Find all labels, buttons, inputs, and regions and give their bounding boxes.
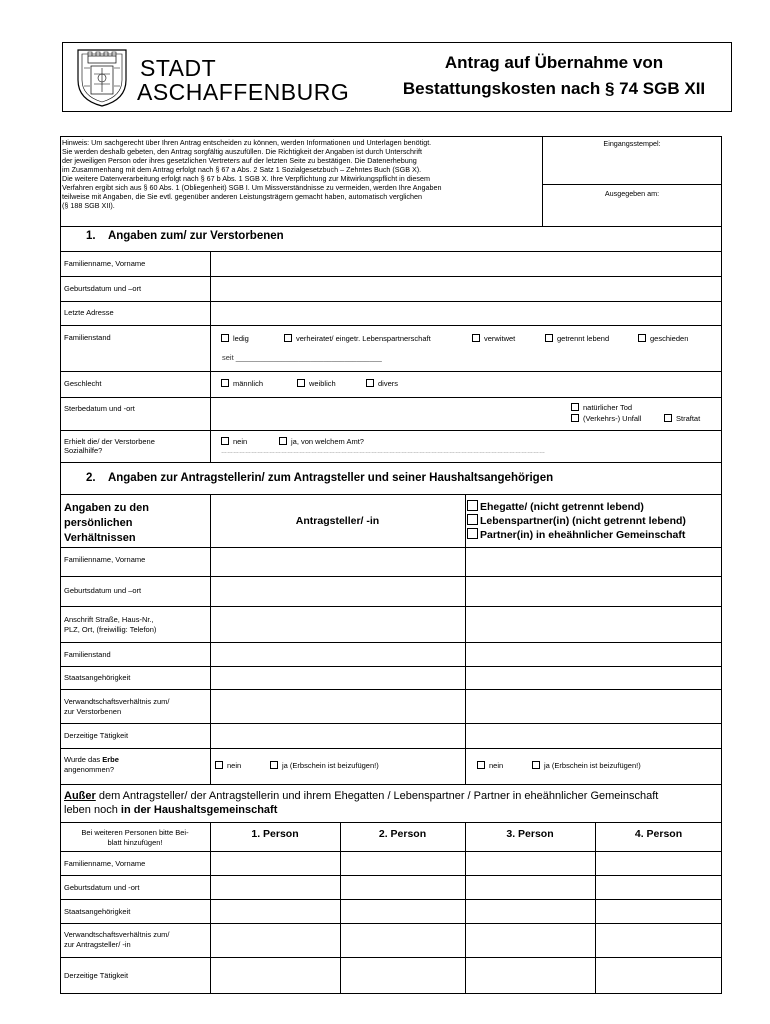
option-label: Straftat (676, 414, 701, 423)
deceased-name-field[interactable] (211, 252, 721, 275)
col-divider (595, 822, 596, 994)
life-partner-option[interactable] (467, 514, 686, 528)
checkbox[interactable] (477, 761, 485, 769)
member-nationality-label: Staatsangehörigkeit (64, 907, 131, 916)
checkbox[interactable] (366, 379, 374, 387)
city-name-line2: ASCHAFFENBURG (137, 79, 350, 105)
row-divider (60, 606, 722, 607)
row-divider (60, 462, 722, 463)
option-label: verheiratet/ eingetr. Lebenspartnerschaft (296, 334, 431, 343)
notice-line: der jeweiligen Person oder ihres gesetzlichen Vertreters auf der letzten Seite zu bestätigen. Die Datenerhebung (62, 156, 417, 165)
heir-label-line2: angenommen? (64, 765, 115, 774)
notice-line: Die weitere Datenverarbeitung erfolgt nach § 67 b Abs. 1 SGB X. Ihre Verpflichtung zur Mitwirkungspflicht in diesem (62, 174, 430, 183)
checkbox[interactable] (270, 761, 278, 769)
checkbox[interactable] (297, 379, 305, 387)
city-name-line1: STADT (140, 55, 217, 81)
issued-label: Ausgegeben am: (604, 189, 660, 198)
member-activity-label: Derzeitige Tätigkeit (64, 971, 129, 980)
option-label: (Verkehrs-) Unfall (583, 414, 642, 423)
person4-header: 4. Person (634, 828, 683, 840)
heading-text: dem Antragsteller/ der Antragstellerin und ihrem Ehegatten / Lebenspartner / Partner in eheähnlicher Gemeinschaft (95, 790, 659, 802)
option-label: weiblich (309, 379, 336, 388)
row-divider (60, 784, 722, 785)
applicant-name-label: Familienname, Vorname (64, 555, 146, 564)
death-date-label: Sterbedatum und -ort (64, 404, 135, 413)
option-label: ja (Erbschein ist beizufügen!) (544, 761, 641, 770)
status-married-option[interactable] (284, 334, 431, 344)
heir-label-text: Wurde das (64, 755, 103, 764)
stamp-label: Eingangsstempel: (603, 139, 661, 148)
divider (60, 226, 722, 227)
row-divider (60, 494, 722, 495)
option-label: Ehegatte/ (nicht getrennt lebend) (480, 501, 644, 513)
person1-header: 1. Person (251, 828, 299, 840)
col-divider (210, 494, 211, 784)
coat-of-arms-logo (74, 46, 130, 108)
heading-bold: in der Haushaltsgemeinschaft (120, 804, 278, 816)
checkbox[interactable] (472, 334, 480, 342)
row-divider (60, 547, 722, 548)
partner-option[interactable] (467, 528, 686, 542)
form-title-line1: Antrag auf Übernahme von (444, 53, 664, 72)
applicant-heir-yes[interactable] (270, 761, 379, 771)
applicant-address-label1: Anschrift Straße, Haus-Nr., (64, 615, 154, 624)
welfare-no-option[interactable] (221, 437, 247, 447)
row-divider (60, 689, 722, 690)
option-label: ja, von welchem Amt? (291, 437, 364, 446)
option-label: divers (378, 379, 399, 388)
heading-text: leben noch (64, 804, 121, 816)
deceased-status-label: Familienstand (64, 333, 111, 342)
checkbox[interactable] (221, 379, 229, 387)
personal-header (64, 501, 149, 546)
gender-female-option[interactable] (297, 379, 336, 389)
checkbox[interactable] (284, 334, 292, 342)
checkbox[interactable] (279, 437, 287, 445)
notice-line: Verfahren ergibt sich aus § 60 Abs. 1 (Obliegenheit) SGB I. Um Missverständnisse zu vermeiden, werden Ihre Angaben (62, 183, 442, 192)
option-label: nein (489, 761, 504, 770)
privacy-notice (62, 138, 542, 210)
spouse-option[interactable] (467, 500, 686, 514)
applicant-column-header: Antragsteller/ -in (295, 515, 380, 527)
row-divider (60, 576, 722, 577)
row-divider (60, 748, 722, 749)
note-line: Bei weiteren Personen bitte Bei- (81, 828, 189, 837)
header-line: Verhältnissen (64, 532, 136, 544)
checkbox[interactable] (664, 414, 672, 422)
status-widowed-option[interactable] (472, 334, 515, 344)
option-label: verwitwet (484, 334, 516, 343)
divider (542, 136, 543, 226)
option-label: Lebenspartner(in) (nicht getrennt lebend) (480, 515, 686, 527)
welfare-label-line1: Erhielt die/ der Verstorbene (64, 437, 155, 446)
person3-header: 3. Person (506, 828, 554, 840)
row-divider (60, 325, 722, 326)
row-divider (60, 923, 722, 924)
applicant-address-label2: PLZ, Ort, (freiwillig: Telefon) (64, 625, 157, 634)
option-label: nein (227, 761, 242, 770)
notice-line: teilweise mit Angaben, die Sie evtl. gegenüber anderen Leistungsträgern gemacht haben, automatisch verglichen (62, 192, 423, 201)
option-label: Partner(in) in eheähnlicher Gemeinschaft (480, 529, 686, 541)
applicant-nationality-label: Staatsangehörigkeit (64, 673, 131, 682)
welfare-office-field[interactable]: ……………………………………………………………………………………………………………………………………………… (221, 449, 545, 455)
checkbox[interactable] (545, 334, 553, 342)
heir-label-bold: Erbe (102, 755, 119, 764)
row-divider (60, 397, 722, 398)
row-divider (60, 666, 722, 667)
col-divider (465, 822, 466, 994)
status-single-option[interactable] (221, 334, 249, 344)
crime-option[interactable] (664, 414, 700, 424)
welfare-yes-option[interactable] (279, 437, 364, 447)
row-divider (60, 822, 722, 823)
notice-line: Hinweis: Um sachgerecht über Ihren Antrag entscheiden zu können, werden Informationen und Unterlagen benötigt. (62, 138, 432, 147)
status-since-field[interactable]: seit ___________________________________ (222, 353, 382, 362)
checkbox[interactable] (467, 500, 478, 511)
applicant-relation-label2: zur Verstorbenen (64, 707, 122, 716)
header-line: Angaben zu den (64, 502, 149, 514)
gender-diverse-option[interactable] (366, 379, 398, 389)
checkbox[interactable] (221, 437, 229, 445)
heir-label (64, 755, 119, 765)
header-line: persönlichen (64, 517, 133, 529)
option-label: geschieden (650, 334, 689, 343)
option-label: ledig (233, 334, 249, 343)
notice-line: im Zusammenhang mit dem Antrag erfolgt nach § 67 a Abs. 2 Satz 1 Sozialgesetzbuch – Zehntes Buch (SGB X). (62, 165, 422, 174)
option-label: nein (233, 437, 248, 446)
partner-heir-no[interactable] (477, 761, 503, 771)
notice-line: (§ 188 SGB XII). (62, 201, 115, 210)
deceased-birth-field[interactable] (211, 277, 721, 300)
checkbox[interactable] (467, 528, 478, 539)
partner-type-options (467, 500, 686, 542)
checkbox[interactable] (532, 761, 540, 769)
applicant-birth-label: Geburtsdatum und –ort (64, 586, 142, 595)
applicant-relation-label1: Verwandtschaftsverhältnis zum/ (64, 697, 170, 706)
natural-death-option[interactable] (571, 403, 632, 413)
section1-title: 1. Angaben zum/ zur Verstorbenen (86, 230, 284, 242)
col-divider (465, 494, 466, 784)
option-label: ja (Erbschein ist beizufügen!) (282, 761, 379, 770)
checkbox[interactable] (638, 334, 646, 342)
form-title-line2: Bestattungskosten nach § 74 SGB XII (402, 79, 706, 98)
checkbox[interactable] (215, 761, 223, 769)
notice-line: Sie werden deshalb gebeten, den Antrag sorgfältig auszufüllen. Die Richtigkeit der Angaben ist durch Unterschrift (62, 147, 422, 156)
row-divider (60, 642, 722, 643)
status-divorced-option[interactable] (638, 334, 688, 344)
welfare-label-line2: Sozialhilfe? (64, 446, 103, 455)
row-divider (60, 875, 722, 876)
person2-header: 2. Person (378, 828, 427, 840)
deceased-address-label: Letzte Adresse (64, 308, 114, 317)
row-divider (60, 723, 722, 724)
household-heading (64, 789, 719, 817)
section2-title: 2. Angaben zur Antragstellerin/ zum Antragsteller und seiner Haushaltsangehörigen (86, 472, 554, 484)
note-line: blatt hinzufügen! (107, 838, 163, 847)
checkbox[interactable] (571, 403, 579, 411)
option-label: natürlicher Tod (583, 403, 633, 412)
deceased-birth-label: Geburtsdatum und –ort (64, 284, 142, 293)
option-label: männlich (233, 379, 264, 388)
applicant-status-label: Familienstand (64, 650, 111, 659)
checkbox[interactable] (221, 334, 229, 342)
member-relation-label2: zur Antragsteller/ -in (64, 940, 131, 949)
row-divider (60, 851, 722, 852)
gender-male-option[interactable] (221, 379, 263, 389)
status-separated-option[interactable] (545, 334, 609, 344)
deceased-address-field[interactable] (211, 302, 721, 324)
deceased-name-label: Familienname, Vorname (64, 259, 146, 268)
applicant-activity-label: Derzeitige Tätigkeit (64, 731, 129, 740)
extra-sheet-note (62, 828, 208, 848)
member-name-label: Familienname, Vorname (64, 859, 146, 868)
applicant-heir-no[interactable] (215, 761, 241, 771)
col-divider (340, 822, 341, 994)
option-label: getrennt lebend (557, 334, 610, 343)
member-relation-label1: Verwandtschaftsverhältnis zum/ (64, 930, 170, 939)
divider (542, 184, 722, 185)
checkbox[interactable] (467, 514, 478, 525)
row-divider (60, 371, 722, 372)
deceased-gender-label: Geschlecht (64, 379, 102, 388)
heading-bold: Außer (64, 790, 96, 802)
checkbox[interactable] (571, 414, 579, 422)
row-divider (60, 899, 722, 900)
col-divider (210, 822, 211, 994)
row-divider (60, 430, 722, 431)
accident-option[interactable] (571, 414, 641, 424)
row-divider (60, 957, 722, 958)
member-birth-label: Geburtsdatum und -ort (64, 883, 140, 892)
partner-heir-yes[interactable] (532, 761, 641, 771)
